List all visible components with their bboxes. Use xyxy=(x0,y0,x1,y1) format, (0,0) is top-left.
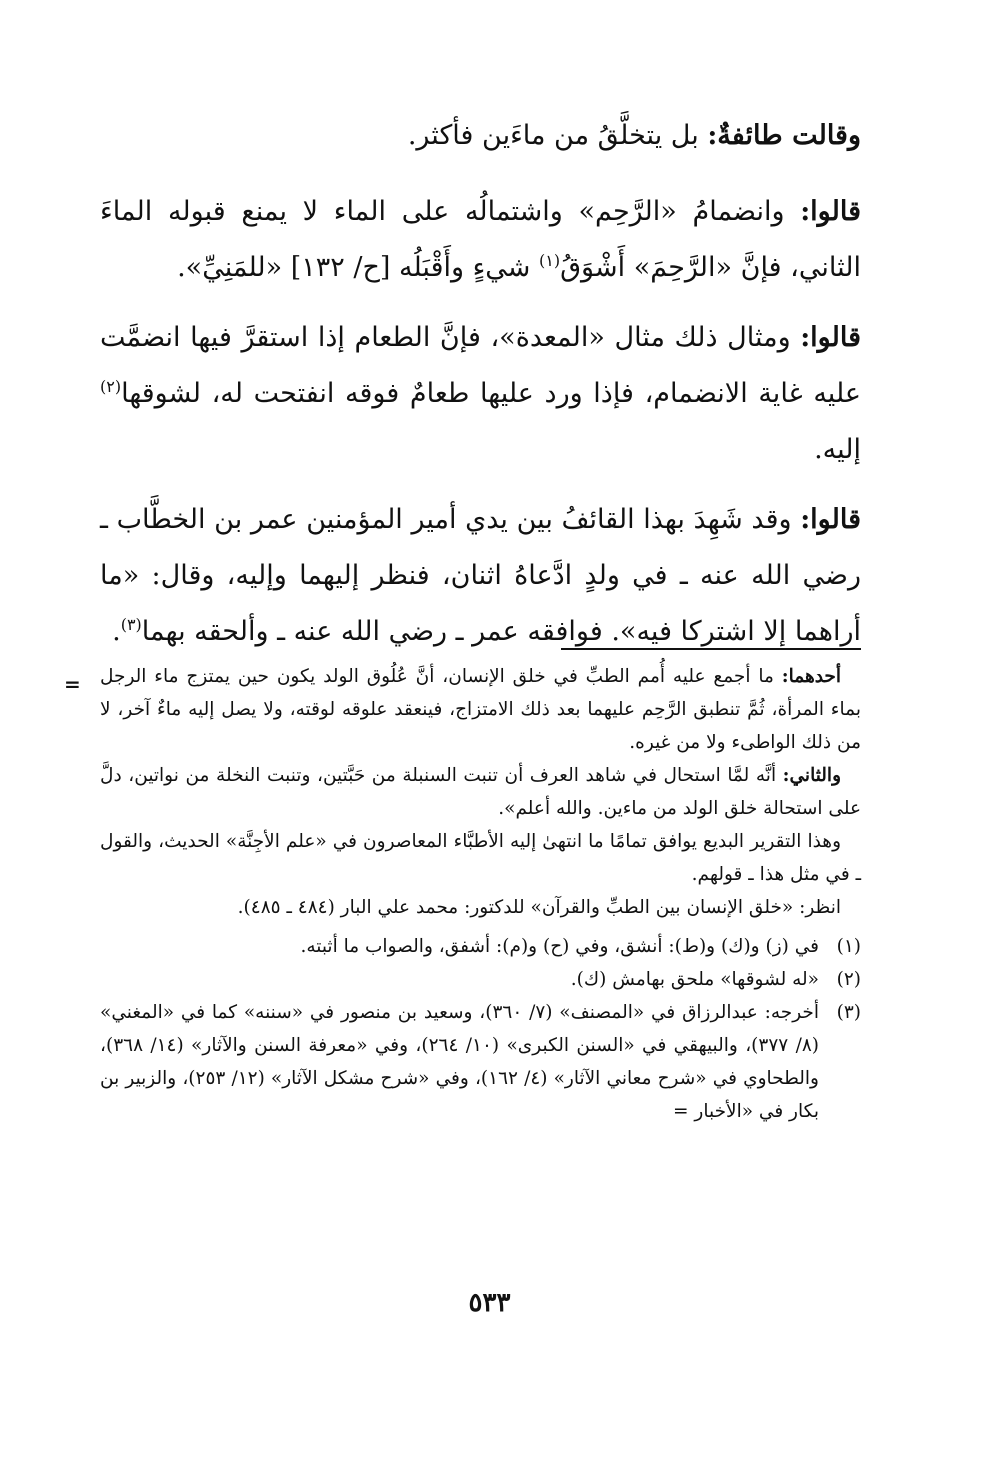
note-first xyxy=(100,660,861,759)
paragraph-1-text: بل يتخلَّقُ من ماءَين فأكثر. xyxy=(407,120,708,151)
footnote-ref-1[interactable]: (١) xyxy=(539,251,561,270)
paragraph-2-text-end: شيءٍ وأَقْبَلُه [ح/ ١٣٢] «للمَنِيِّ». xyxy=(177,252,540,283)
paragraph-4-lead: قالوا: xyxy=(800,504,861,535)
paragraph-2 xyxy=(100,184,861,296)
paragraph-3-text: ومثال ذلك مثال «المعدة»، فإنَّ الطعام إذا استقرَّ فيها انضمَّت عليه غاية الانضمام، فإذا ورد عليها طعامٌ فوقه انفتحت له، لشوقها xyxy=(100,322,861,409)
footnote-2-text: «له لشوقها» ملحق بهامش (ك). xyxy=(570,969,819,990)
note-second xyxy=(100,759,861,825)
page-number-value: ٥٣٣ xyxy=(468,1288,511,1318)
paragraph-3-text-end: إليه. xyxy=(814,434,861,465)
continuation-mark: = xyxy=(64,672,81,696)
footnote-1-number: (١) xyxy=(836,936,861,957)
footnote-1-text: في (ز) و(ك) و(ط): أنشق، وفي (ح) و(م): أشفق، والصواب ما أثبته. xyxy=(300,936,819,957)
footnote-ref-3[interactable]: (٣) xyxy=(120,615,142,634)
paragraph-3-lead: قالوا: xyxy=(800,322,861,353)
note-second-text: أنَّه لمَّا استحال في شاهد العرف أن تنبت السنبلة من حَبَّتين، وتنبت النخلة من نواتين، دلَّ على استحالة خلق الولد من ماءين. والله أعلم». xyxy=(100,765,861,819)
footnote-3-number: (٣) xyxy=(836,1002,861,1023)
paragraph-4-text-end: . xyxy=(112,616,121,647)
paragraph-4-text: وقد شَهِدَ بهذا القائفُ بين يدي أمير المؤمنين عمر بن الخطَّاب ـ رضي الله عنه ـ في ولدٍ ادَّعاهُ اثنان، فنظر إليهما وإليه، وقال: «ما أراهما إلا اشتركا فيه». فوافقه عمر ـ رضي الله عنه ـ وألحقه بهما xyxy=(100,504,861,647)
note-first-lead: أحدهما: xyxy=(781,666,841,687)
footnote-3 xyxy=(100,996,861,1128)
note-third: وهذا التقرير البديع يوافق تمامًا ما انتهىٰ إليه الأطبَّاء المعاصرون في «علم الأجِنَّة» الحديث، والقول ـ في مثل هذا ـ قولهم. xyxy=(100,831,861,885)
note-first-text: ما أجمع عليه أُمم الطبِّ في خلق الإنسان، أنَّ عُلُوق الولد يكون حين يمتزج ماء الرجل بماء المرأة، ثُمَّ تنطبق الرَّحِم عليهما بعد ذلك الامتزاج، فينعقد علوقه لوقته، ولا يصل إليه ماءٌ آخر، لا من ذلك الواطىء ولا من غيره. xyxy=(100,666,861,753)
footnote-2-number: (٢) xyxy=(836,969,861,990)
paragraph-2-text: وانضمامُ «الرَّحِم» واشتمالُه على الماء لا يمنع قبوله الماءَ الثاني، فإنَّ «الرَّحِمَ» أَشْوَقُ xyxy=(100,196,861,283)
note-fourth: انظر: «خلق الإنسان بين الطبِّ والقرآن» للدكتور: محمد علي البار (٤٨٤ ـ ٤٨٥). xyxy=(237,897,841,918)
footnote-separator xyxy=(561,648,861,650)
paragraph-4 xyxy=(100,492,861,660)
paragraph-1 xyxy=(100,108,861,164)
page-number xyxy=(0,1288,983,1318)
paragraph-1-lead: وقالت طائفةٌ: xyxy=(707,120,861,151)
footnote-2 xyxy=(100,963,861,996)
footnotes-area xyxy=(100,660,861,1128)
paragraph-2-lead: قالوا: xyxy=(800,196,861,227)
footnote-3-text: أخرجه: عبدالرزاق في «المصنف» (٧/ ٣٦٠)، وسعيد بن منصور في «سننه» كما في «المغني» (٨/ ٣٧٧)، والبيهقي في «السنن الكبرى» (١٠/ ٢٦٤)، وفي «معرفة السنن والآثار» (١٤/ ٣٦٨)، والطحاوي في «شرح معاني الآثار» (٤/ ١٦٢)، وفي «شرح مشكل الآثار» (١٢/ ٢٥٣)، والزبير بن بكار في «الأخبار = xyxy=(100,1002,819,1122)
footnote-1 xyxy=(100,930,861,963)
note-second-lead: والثاني: xyxy=(782,765,841,786)
paragraph-3 xyxy=(100,310,861,478)
main-text xyxy=(100,108,861,674)
footnote-list xyxy=(100,930,861,1128)
footnote-ref-2[interactable]: (٢) xyxy=(100,377,122,396)
